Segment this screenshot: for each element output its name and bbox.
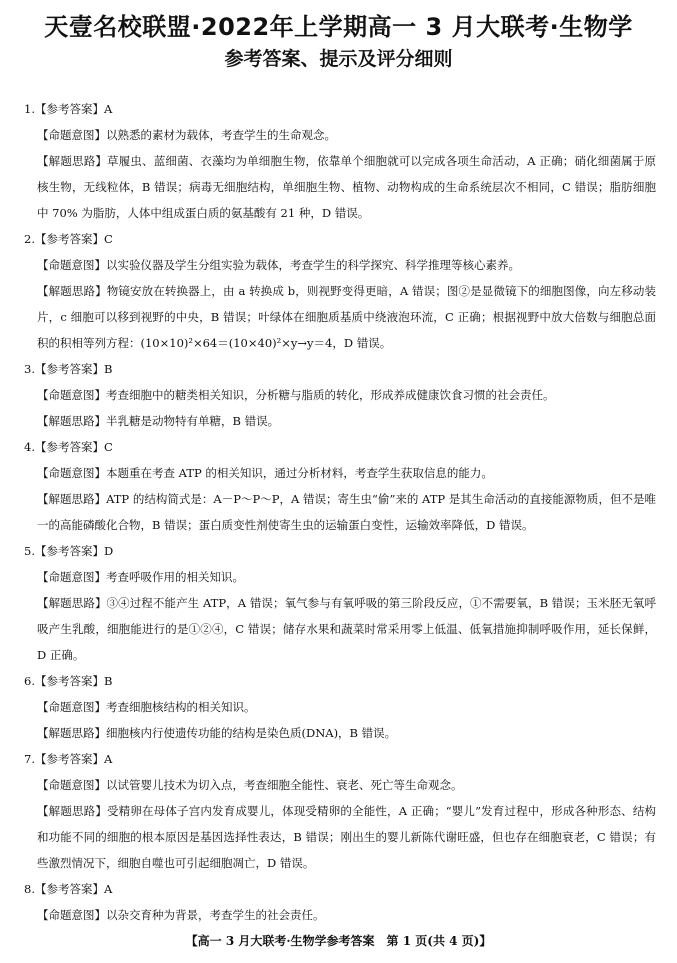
answer-heading: 6.【参考答案】B <box>24 674 113 688</box>
question-block-4 <box>24 434 656 538</box>
answer-heading: 3.【参考答案】B <box>24 362 113 376</box>
question-block-1 <box>24 96 656 226</box>
question-block-8 <box>24 876 656 928</box>
answer-heading: 4.【参考答案】C <box>24 440 113 454</box>
design-intent: 【命题意图】以熟悉的素材为载体，考查学生的生命观念。 <box>37 128 336 142</box>
solution-analysis: 【解题思路】半乳糖是动物特有单糖，B 错误。 <box>37 414 280 428</box>
answer-list <box>24 96 656 928</box>
design-intent: 【命题意图】以杂交育种为背景，考查学生的社会责任。 <box>37 908 325 922</box>
design-intent: 【命题意图】以试管婴儿技术为切入点，考查细胞全能性、衰老、死亡等生命观念。 <box>37 778 463 792</box>
solution-analysis: 【解题思路】受精卵在母体子宫内发育成婴儿，体现受精卵的全能性，A 正确；“婴儿”发育过程中，形成各种形态、结构和功能不同的细胞的根本原因是基因选择性表达，B 错误；刚出生的婴儿新陈代谢旺盛，但也存在细胞衰老，C 错误；有些激烈情况下，细胞自噬也可引起细胞凋亡，D 错误。 <box>37 804 656 870</box>
question-block-5 <box>24 538 656 668</box>
document-title: 天壹名校联盟·2022年上学期高一 3 月大联考·生物学 <box>44 13 633 41</box>
answer-heading: 7.【参考答案】A <box>24 752 113 766</box>
design-intent: 【命题意图】考查呼吸作用的相关知识。 <box>37 570 244 584</box>
design-intent: 【命题意图】本题重在考查 ATP 的相关知识，通过分析材料，考查学生获取信息的能力。 <box>37 466 493 480</box>
solution-analysis: 【解题思路】细胞核内行使遗传功能的结构是染色质(DNA)，B 错误。 <box>37 726 397 740</box>
answer-heading: 2.【参考答案】C <box>24 232 113 246</box>
answer-heading: 5.【参考答案】D <box>24 544 114 558</box>
design-intent: 【命题意图】考查细胞中的糖类相关知识，分析糖与脂质的转化，形成养成健康饮食习惯的社会责任。 <box>37 388 555 402</box>
solution-analysis: 【解题思路】ATP 的结构简式是：A－P～P～P，A 错误；寄生虫“偷”来的 ATP 是其生命活动的直接能源物质，但不是唯一的高能磷酸化合物，B 错误；蛋白质变性剂使寄生虫的运输蛋白变性，运输效率降低，D 错误。 <box>37 492 656 532</box>
question-block-6 <box>24 668 656 746</box>
solution-analysis: 【解题思路】物镜安放在转换器上，由 a 转换成 b，则视野变得更暗，A 错误；图②是显微镜下的细胞图像，向左移动装片，c 细胞可以移到视野的中央，B 错误；叶绿体在细胞质基质中绕液泡环流，C 正确；根据视野中放大倍数与细胞总面积的积相等列方程：(10×10)²×64＝(10×40)²×y→y＝4，D 错误。 <box>37 284 656 350</box>
answer-heading: 1.【参考答案】A <box>24 102 113 116</box>
question-block-3 <box>24 356 656 434</box>
question-block-2 <box>24 226 656 356</box>
question-block-7 <box>24 746 656 876</box>
document-subtitle: 参考答案、提示及评分细则 <box>224 48 453 70</box>
answer-heading: 8.【参考答案】A <box>24 882 113 896</box>
solution-analysis: 【解题思路】③④过程不能产生 ATP，A 错误；氧气参与有氧呼吸的第三阶段反应，①不需要氧，B 错误；玉米胚无氧呼吸产生乳酸，细胞能进行的是①②④，C 错误；储存水果和蔬菜时常采用零上低温、低氧措施抑制呼吸作用，延长保鲜，D 正确。 <box>37 596 656 662</box>
design-intent: 【命题意图】考查细胞核结构的相关知识。 <box>37 700 256 714</box>
page-footer: 【高一 3 月大联考·生物学参考答案 第 1 页(共 4 页)】 <box>185 934 492 948</box>
solution-analysis: 【解题思路】草履虫、蓝细菌、衣藻均为单细胞生物，依靠单个细胞就可以完成各项生命活动，A 正确；硝化细菌属于原核生物，无线粒体，B 错误；病毒无细胞结构，单细胞生物、植物、动物构成的生命系统层次不相同，C 错误；脂肪细胞中 70% 为脂肪，人体中组成蛋白质的氨基酸有 21 种，D 错误。 <box>37 154 656 220</box>
design-intent: 【命题意图】以实验仪器及学生分组实验为载体，考查学生的科学探究、科学推理等核心素养。 <box>37 258 520 272</box>
